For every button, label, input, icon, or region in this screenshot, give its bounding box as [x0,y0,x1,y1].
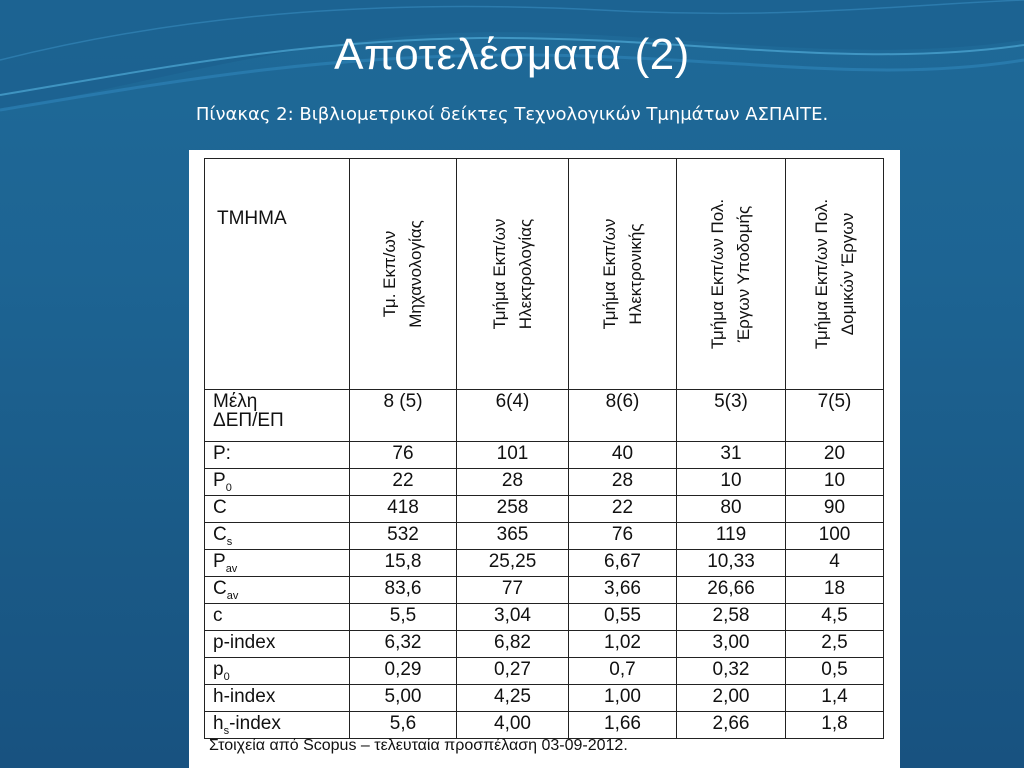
table-cell: 2,00 [677,685,786,712]
row-label: $h_s$-index [205,712,350,739]
table-cell: 100 [786,523,884,550]
corner-label: ΤΜΗΜΑ [205,159,350,390]
row-label: c [205,604,350,631]
row-label: $P_0$ [205,469,350,496]
column-header: Τμήμα Εκπ/ων Ηλεκτρολογίας [457,159,569,390]
table-cell: 0,5 [786,658,884,685]
table-cell: 365 [457,523,569,550]
table-cell: 20 [786,442,884,469]
table-cell: 418 [350,496,457,523]
row-label: Μέλη ΔΕΠ/ΕΠ [205,390,350,442]
table-row [205,523,884,550]
table-row [205,390,884,442]
row-label: h-index [205,685,350,712]
table-cell: 5,00 [350,685,457,712]
table-cell: 15,8 [350,550,457,577]
table-cell: 1,8 [786,712,884,739]
table-cell: 4,5 [786,604,884,631]
table-cell: 3,66 [569,577,677,604]
table-cell: 2,5 [786,631,884,658]
row-label: $P_{av}$ [205,550,350,577]
table-row [205,685,884,712]
table-row [205,469,884,496]
table-cell: 8(6) [569,390,677,442]
table-cell: 76 [569,523,677,550]
table-cell: 10 [786,469,884,496]
row-label: P: [205,442,350,469]
row-label: $C_{av}$ [205,577,350,604]
table-cell: 4 [786,550,884,577]
table-cell: 8 (5) [350,390,457,442]
table-cell: 532 [350,523,457,550]
row-label: $C_s$ [205,523,350,550]
column-header: Τμήμα Εκπ/ων Πολ. Δομικών Έργων [786,159,884,390]
table-cell: 2,58 [677,604,786,631]
table-row [205,442,884,469]
table-cell: 6,67 [569,550,677,577]
row-label: p-index [205,631,350,658]
table-cell: 83,6 [350,577,457,604]
column-header: Τμήμα Εκπ/ων Πολ. Έργων Υποδομής [677,159,786,390]
header-row [205,159,884,390]
table-row [205,631,884,658]
table-cell: 4,00 [457,712,569,739]
table-cell: 1,4 [786,685,884,712]
table-cell: 28 [569,469,677,496]
table-cell: 101 [457,442,569,469]
table-cell: 26,66 [677,577,786,604]
table-cell: 1,00 [569,685,677,712]
table-cell: 0,29 [350,658,457,685]
table-row [205,658,884,685]
table-cell: 258 [457,496,569,523]
table-cell: 40 [569,442,677,469]
table-cell: 6,32 [350,631,457,658]
table-cell: 25,25 [457,550,569,577]
table-cell: 5(3) [677,390,786,442]
table-cell: 0,55 [569,604,677,631]
table-cell: 0,32 [677,658,786,685]
slide-title: Αποτελέσματα (2) [334,30,690,79]
table-cell: 5,5 [350,604,457,631]
table-cell: 1,02 [569,631,677,658]
table-cell: 10,33 [677,550,786,577]
table-cell: 4,25 [457,685,569,712]
row-label: C [205,496,350,523]
table-cell: 119 [677,523,786,550]
table-cell: 7(5) [786,390,884,442]
table-cell: 6,82 [457,631,569,658]
table-cell: 10 [677,469,786,496]
column-header: Τμήμα Εκπ/ων Ηλεκτρονικής [569,159,677,390]
column-header: Τμ. Εκπ/ων Μηχανολογίας [350,159,457,390]
row-label: $p_0$ [205,658,350,685]
table-cell: 1,66 [569,712,677,739]
table-cell: 22 [350,469,457,496]
table-cell: 3,04 [457,604,569,631]
table-cell: 22 [569,496,677,523]
table-cell: 5,6 [350,712,457,739]
table-cell: 76 [350,442,457,469]
table-cell: 90 [786,496,884,523]
table-row [205,496,884,523]
table-cell: 6(4) [457,390,569,442]
table-cell: 2,66 [677,712,786,739]
table-cell: 18 [786,577,884,604]
table-panel [189,150,900,768]
table-cell: 0,7 [569,658,677,685]
table-cell: 28 [457,469,569,496]
table-cell: 80 [677,496,786,523]
table-cell: 3,00 [677,631,786,658]
bibliometric-table [204,158,884,739]
table-cell: 0,27 [457,658,569,685]
source-note: Στοιχεία από Scopus – τελευταία προσπέλαση 03-09-2012. [209,737,628,754]
table-cell: 31 [677,442,786,469]
table-row [205,712,884,739]
table-row [205,577,884,604]
table-row [205,604,884,631]
table-row [205,550,884,577]
table-caption: Πίνακας 2: Βιβλιομετρικοί δείκτες Τεχνολογικών Τμημάτων ΑΣΠΑΙΤΕ. [195,104,829,125]
table-cell: 77 [457,577,569,604]
